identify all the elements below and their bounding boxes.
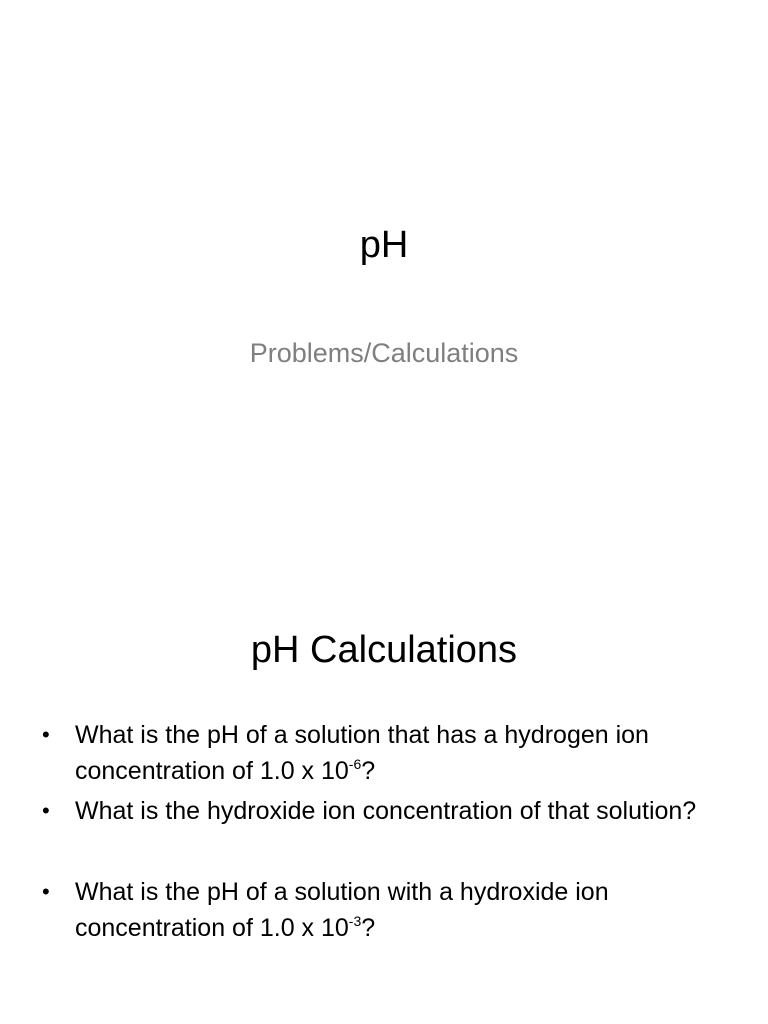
- exponent: -3: [348, 913, 362, 929]
- bullet-text: What is the hydroxide ion concentration of that solution?: [75, 797, 697, 825]
- bullet-item: [38, 793, 738, 829]
- exponent: -6: [348, 756, 362, 772]
- slide-subtitle: Problems/Calculations: [249, 338, 519, 368]
- content-slide-title: pH Calculations: [250, 629, 518, 671]
- bullet-icon: •: [42, 798, 50, 823]
- bullet-list: [38, 717, 738, 946]
- bullet-icon: •: [42, 879, 50, 904]
- slide-title: pH: [359, 224, 409, 266]
- bullet-item: [38, 717, 738, 789]
- bullet-text: What is the pH of a solution that has a hydrogen ion concentration of 1.0 x $10^{-6}$?: [75, 721, 649, 785]
- content-slide: [0, 576, 768, 1024]
- bullet-text: What is the pH of a solution with a hydroxide ion concentration of 1.0 x $10^{-3}$?: [75, 878, 609, 942]
- bullet-icon: •: [42, 722, 50, 747]
- bullet-item: [38, 874, 738, 946]
